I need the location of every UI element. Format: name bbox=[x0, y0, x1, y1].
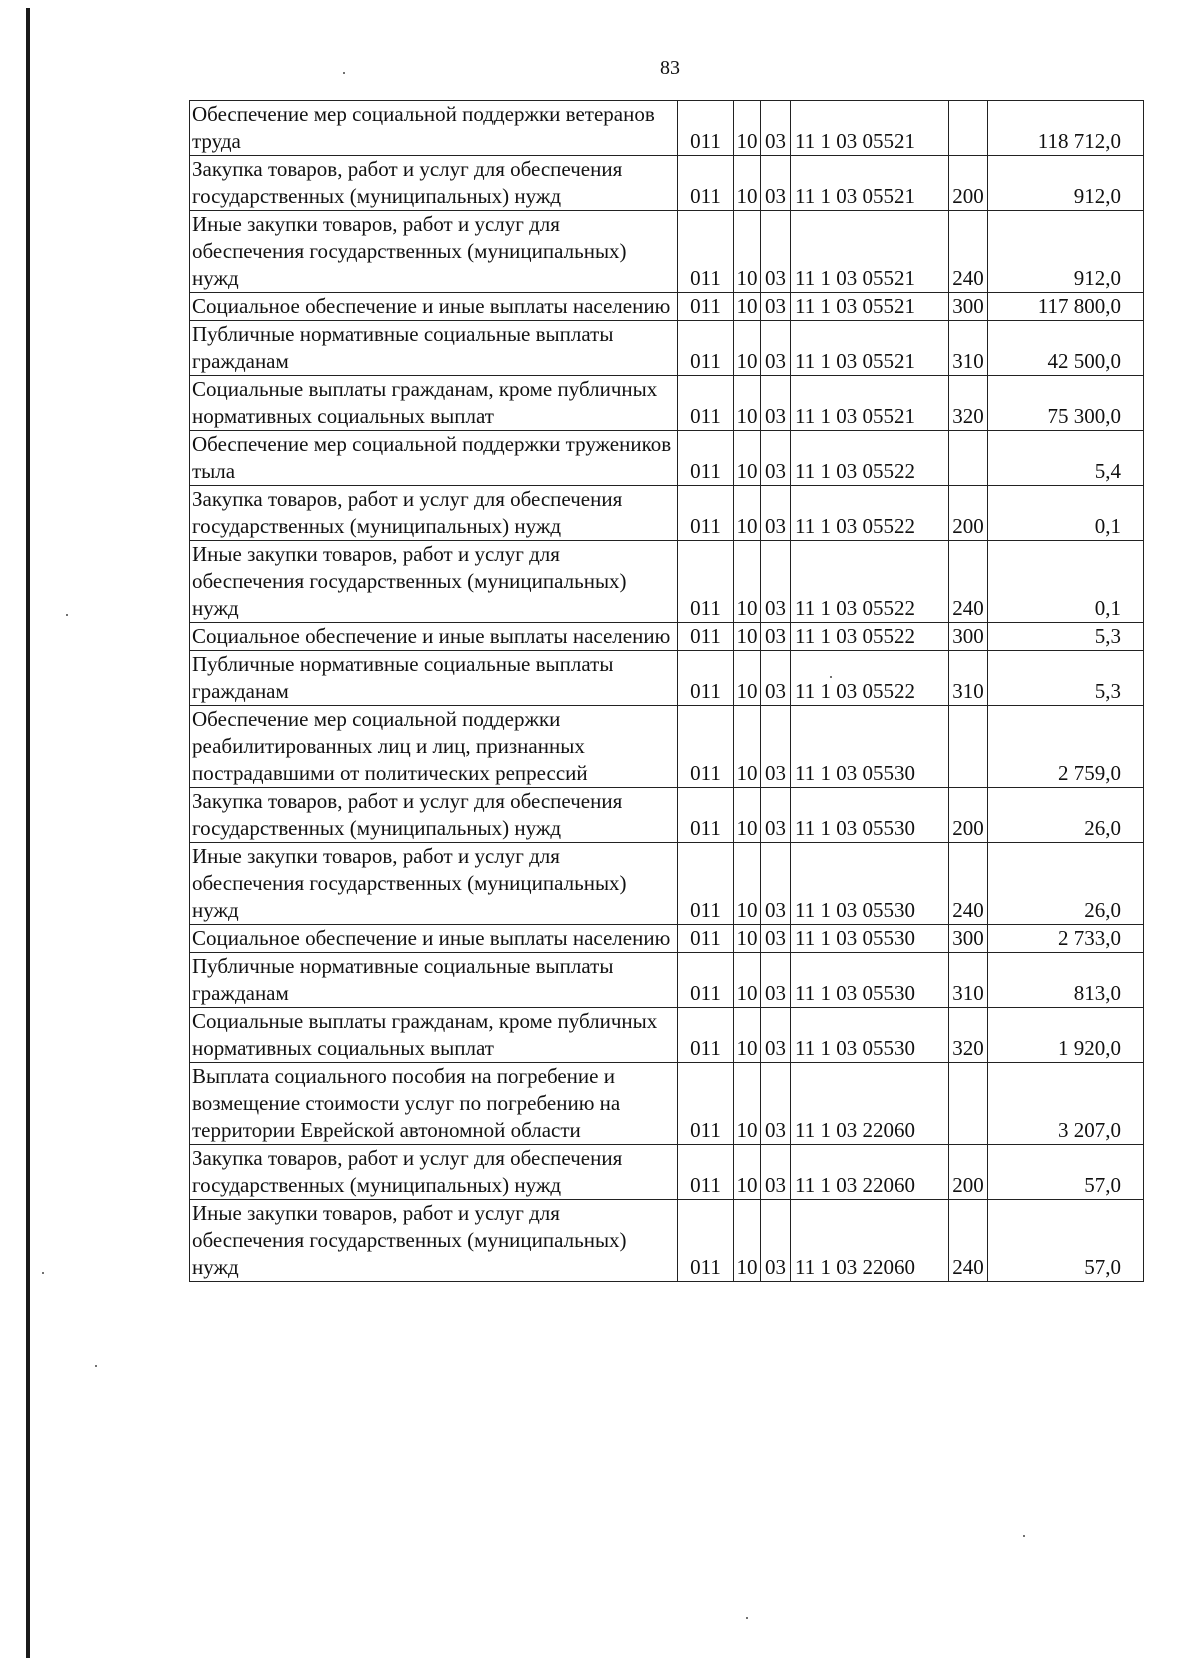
ministry-code: 011 bbox=[678, 651, 734, 706]
amount-value: 5,4 bbox=[988, 431, 1144, 486]
expense-type-code: 200 bbox=[949, 1145, 988, 1200]
row-name: Социальное обеспечение и иные выплаты населению bbox=[190, 925, 678, 953]
table-row bbox=[190, 788, 1144, 843]
section-code: 10 bbox=[734, 321, 761, 376]
subsection-code: 03 bbox=[761, 376, 791, 431]
amount-value: 42 500,0 bbox=[988, 321, 1144, 376]
section-code: 10 bbox=[734, 431, 761, 486]
section-code: 10 bbox=[734, 101, 761, 156]
ministry-code: 011 bbox=[678, 211, 734, 293]
ministry-code: 011 bbox=[678, 706, 734, 788]
section-code: 10 bbox=[734, 623, 761, 651]
row-name: Выплата социального пособия на погребение и возмещение стоимости услуг по погребению на территории Еврейской автономной области bbox=[190, 1063, 678, 1145]
section-code: 10 bbox=[734, 156, 761, 211]
ministry-code: 011 bbox=[678, 788, 734, 843]
scan-speck bbox=[830, 676, 832, 678]
subsection-code: 03 bbox=[761, 321, 791, 376]
expense-type-code: 240 bbox=[949, 1200, 988, 1282]
ministry-code: 011 bbox=[678, 431, 734, 486]
table-row bbox=[190, 101, 1144, 156]
section-code: 10 bbox=[734, 843, 761, 925]
subsection-code: 03 bbox=[761, 788, 791, 843]
table-row bbox=[190, 431, 1144, 486]
subsection-code: 03 bbox=[761, 623, 791, 651]
target-article-code: 11 1 03 05530 bbox=[791, 706, 949, 788]
subsection-code: 03 bbox=[761, 431, 791, 486]
ministry-code: 011 bbox=[678, 623, 734, 651]
section-code: 10 bbox=[734, 925, 761, 953]
subsection-code: 03 bbox=[761, 1145, 791, 1200]
amount-value: 912,0 bbox=[988, 156, 1144, 211]
ministry-code: 011 bbox=[678, 321, 734, 376]
ministry-code: 011 bbox=[678, 1200, 734, 1282]
row-name: Иные закупки товаров, работ и услуг для обеспечения государственных (муниципальных) нужд bbox=[190, 211, 678, 293]
subsection-code: 03 bbox=[761, 211, 791, 293]
subsection-code: 03 bbox=[761, 156, 791, 211]
ministry-code: 011 bbox=[678, 953, 734, 1008]
budget-table-body bbox=[190, 101, 1144, 1282]
target-article-code: 11 1 03 05530 bbox=[791, 1008, 949, 1063]
row-name: Обеспечение мер социальной поддержки тружеников тыла bbox=[190, 431, 678, 486]
ministry-code: 011 bbox=[678, 541, 734, 623]
row-name: Иные закупки товаров, работ и услуг для обеспечения государственных (муниципальных) нужд bbox=[190, 1200, 678, 1282]
scan-speck bbox=[746, 1617, 748, 1619]
row-name: Публичные нормативные социальные выплаты гражданам bbox=[190, 953, 678, 1008]
expense-type-code: 310 bbox=[949, 953, 988, 1008]
row-name: Закупка товаров, работ и услуг для обеспечения государственных (муниципальных) нужд bbox=[190, 156, 678, 211]
table-row bbox=[190, 156, 1144, 211]
target-article-code: 11 1 03 05521 bbox=[791, 321, 949, 376]
ministry-code: 011 bbox=[678, 156, 734, 211]
subsection-code: 03 bbox=[761, 101, 791, 156]
row-name: Иные закупки товаров, работ и услуг для обеспечения государственных (муниципальных) нужд bbox=[190, 843, 678, 925]
section-code: 10 bbox=[734, 953, 761, 1008]
expense-type-code bbox=[949, 706, 988, 788]
expense-type-code: 310 bbox=[949, 651, 988, 706]
table-row bbox=[190, 1200, 1144, 1282]
ministry-code: 011 bbox=[678, 293, 734, 321]
amount-value: 75 300,0 bbox=[988, 376, 1144, 431]
ministry-code: 011 bbox=[678, 486, 734, 541]
subsection-code: 03 bbox=[761, 541, 791, 623]
expense-type-code: 320 bbox=[949, 1008, 988, 1063]
section-code: 10 bbox=[734, 1145, 761, 1200]
table-row bbox=[190, 376, 1144, 431]
expense-type-code bbox=[949, 1063, 988, 1145]
table-row bbox=[190, 486, 1144, 541]
subsection-code: 03 bbox=[761, 953, 791, 1008]
target-article-code: 11 1 03 05530 bbox=[791, 843, 949, 925]
amount-value: 118 712,0 bbox=[988, 101, 1144, 156]
target-article-code: 11 1 03 05521 bbox=[791, 376, 949, 431]
row-name: Социальные выплаты гражданам, кроме публичных нормативных социальных выплат bbox=[190, 1008, 678, 1063]
subsection-code: 03 bbox=[761, 651, 791, 706]
row-name: Иные закупки товаров, работ и услуг для обеспечения государственных (муниципальных) нужд bbox=[190, 541, 678, 623]
target-article-code: 11 1 03 05522 bbox=[791, 431, 949, 486]
amount-value: 813,0 bbox=[988, 953, 1144, 1008]
expense-type-code: 240 bbox=[949, 211, 988, 293]
table-row bbox=[190, 293, 1144, 321]
subsection-code: 03 bbox=[761, 706, 791, 788]
table-row bbox=[190, 541, 1144, 623]
scan-speck bbox=[343, 72, 345, 74]
subsection-code: 03 bbox=[761, 293, 791, 321]
row-name: Закупка товаров, работ и услуг для обеспечения государственных (муниципальных) нужд bbox=[190, 788, 678, 843]
row-name: Публичные нормативные социальные выплаты гражданам bbox=[190, 651, 678, 706]
expense-type-code: 200 bbox=[949, 788, 988, 843]
scan-speck bbox=[66, 614, 68, 616]
target-article-code: 11 1 03 05521 bbox=[791, 156, 949, 211]
ministry-code: 011 bbox=[678, 376, 734, 431]
subsection-code: 03 bbox=[761, 843, 791, 925]
target-article-code: 11 1 03 05522 bbox=[791, 541, 949, 623]
expense-type-code: 240 bbox=[949, 541, 988, 623]
section-code: 10 bbox=[734, 541, 761, 623]
table-row bbox=[190, 953, 1144, 1008]
section-code: 10 bbox=[734, 706, 761, 788]
section-code: 10 bbox=[734, 211, 761, 293]
target-article-code: 11 1 03 22060 bbox=[791, 1145, 949, 1200]
amount-value: 0,1 bbox=[988, 486, 1144, 541]
table-row bbox=[190, 651, 1144, 706]
target-article-code: 11 1 03 05530 bbox=[791, 953, 949, 1008]
target-article-code: 11 1 03 05530 bbox=[791, 925, 949, 953]
expense-type-code: 240 bbox=[949, 843, 988, 925]
amount-value: 117 800,0 bbox=[988, 293, 1144, 321]
row-name: Публичные нормативные социальные выплаты гражданам bbox=[190, 321, 678, 376]
ministry-code: 011 bbox=[678, 925, 734, 953]
table-row bbox=[190, 623, 1144, 651]
target-article-code: 11 1 03 05521 bbox=[791, 211, 949, 293]
section-code: 10 bbox=[734, 486, 761, 541]
amount-value: 5,3 bbox=[988, 651, 1144, 706]
amount-value: 2 759,0 bbox=[988, 706, 1144, 788]
amount-value: 0,1 bbox=[988, 541, 1144, 623]
expense-type-code: 300 bbox=[949, 623, 988, 651]
expense-type-code: 300 bbox=[949, 293, 988, 321]
target-article-code: 11 1 03 05521 bbox=[791, 293, 949, 321]
amount-value: 57,0 bbox=[988, 1200, 1144, 1282]
target-article-code: 11 1 03 05522 bbox=[791, 486, 949, 541]
row-name: Социальное обеспечение и иные выплаты населению bbox=[190, 293, 678, 321]
target-article-code: 11 1 03 05522 bbox=[791, 623, 949, 651]
section-code: 10 bbox=[734, 1008, 761, 1063]
section-code: 10 bbox=[734, 1200, 761, 1282]
expense-type-code: 310 bbox=[949, 321, 988, 376]
table-row bbox=[190, 321, 1144, 376]
scan-edge-line bbox=[26, 8, 30, 1658]
table-row bbox=[190, 1145, 1144, 1200]
table-row bbox=[190, 211, 1144, 293]
ministry-code: 011 bbox=[678, 1145, 734, 1200]
amount-value: 1 920,0 bbox=[988, 1008, 1144, 1063]
section-code: 10 bbox=[734, 293, 761, 321]
target-article-code: 11 1 03 05521 bbox=[791, 101, 949, 156]
target-article-code: 11 1 03 22060 bbox=[791, 1200, 949, 1282]
amount-value: 26,0 bbox=[988, 788, 1144, 843]
target-article-code: 11 1 03 05530 bbox=[791, 788, 949, 843]
row-name: Обеспечение мер социальной поддержки реабилитированных лиц и лиц, признанных пострадавшими от политических репрессий bbox=[190, 706, 678, 788]
scan-speck bbox=[95, 1365, 97, 1367]
table-row bbox=[190, 706, 1144, 788]
table-row bbox=[190, 843, 1144, 925]
section-code: 10 bbox=[734, 376, 761, 431]
budget-table bbox=[189, 100, 1144, 1282]
expense-type-code: 200 bbox=[949, 156, 988, 211]
scan-speck bbox=[1023, 1535, 1025, 1537]
amount-value: 3 207,0 bbox=[988, 1063, 1144, 1145]
table-row bbox=[190, 1063, 1144, 1145]
ministry-code: 011 bbox=[678, 101, 734, 156]
ministry-code: 011 bbox=[678, 843, 734, 925]
expense-type-code: 300 bbox=[949, 925, 988, 953]
section-code: 10 bbox=[734, 788, 761, 843]
section-code: 10 bbox=[734, 651, 761, 706]
subsection-code: 03 bbox=[761, 1063, 791, 1145]
subsection-code: 03 bbox=[761, 1008, 791, 1063]
amount-value: 5,3 bbox=[988, 623, 1144, 651]
page-number: 83 bbox=[660, 57, 680, 79]
subsection-code: 03 bbox=[761, 1200, 791, 1282]
row-name: Закупка товаров, работ и услуг для обеспечения государственных (муниципальных) нужд bbox=[190, 486, 678, 541]
amount-value: 912,0 bbox=[988, 211, 1144, 293]
target-article-code: 11 1 03 22060 bbox=[791, 1063, 949, 1145]
expense-type-code bbox=[949, 101, 988, 156]
expense-type-code: 320 bbox=[949, 376, 988, 431]
subsection-code: 03 bbox=[761, 925, 791, 953]
ministry-code: 011 bbox=[678, 1008, 734, 1063]
row-name: Закупка товаров, работ и услуг для обеспечения государственных (муниципальных) нужд bbox=[190, 1145, 678, 1200]
ministry-code: 011 bbox=[678, 1063, 734, 1145]
target-article-code: 11 1 03 05522 bbox=[791, 651, 949, 706]
amount-value: 57,0 bbox=[988, 1145, 1144, 1200]
row-name: Социальное обеспечение и иные выплаты населению bbox=[190, 623, 678, 651]
table-row bbox=[190, 1008, 1144, 1063]
subsection-code: 03 bbox=[761, 486, 791, 541]
section-code: 10 bbox=[734, 1063, 761, 1145]
expense-type-code bbox=[949, 431, 988, 486]
scan-speck bbox=[42, 1272, 44, 1274]
amount-value: 26,0 bbox=[988, 843, 1144, 925]
expense-type-code: 200 bbox=[949, 486, 988, 541]
row-name: Социальные выплаты гражданам, кроме публичных нормативных социальных выплат bbox=[190, 376, 678, 431]
row-name: Обеспечение мер социальной поддержки ветеранов труда bbox=[190, 101, 678, 156]
table-row bbox=[190, 925, 1144, 953]
amount-value: 2 733,0 bbox=[988, 925, 1144, 953]
